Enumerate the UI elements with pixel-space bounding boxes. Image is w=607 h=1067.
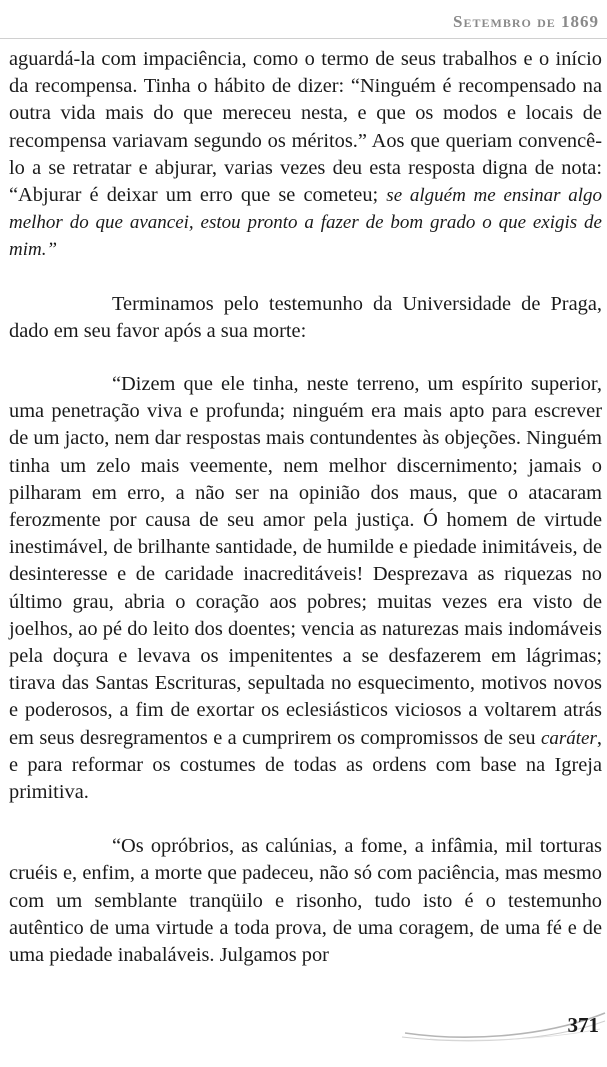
paragraph-3-text-after: , e para reformar os costumes de todas as ordens com base na Igreja primitiva. (9, 726, 602, 804)
paragraph-1-text: aguardá-la com impaciência, como o termo de seus trabalhos e o início da recompensa. Tinha o hábito de dizer: “Ninguém é recompensado na outra vida mais do que mereceu nesta, e que os modos e locais de recompensa variavam segundo os méritos.” Aos que queriam convencê-lo a se retratar e abjurar, varias vezes deu esta resposta digna de nota: “Abjurar é deixar um erro que se cometeu; (9, 48, 602, 207)
header-rule (0, 38, 607, 39)
paragraph-1 (9, 46, 602, 264)
running-header: Setembro de 1869 (453, 12, 599, 31)
paragraph-4 (9, 833, 602, 969)
paragraph-2 (9, 291, 602, 345)
page-number: 371 (567, 1013, 599, 1037)
paragraph-3-italic-word: caráter (540, 727, 597, 749)
page-footer (0, 997, 607, 1067)
paragraph-3 (9, 371, 602, 806)
paragraph-1-italic-quote: se alguém me ensinar algo melhor do que avancei, estou pronto a fazer de bom grado o que exigis de mim.” (9, 185, 602, 261)
paragraph-4-text: “Os opróbrios, as calúnias, a fome, a infâmia, mil torturas cruéis e, enfim, a morte que padeceu, não só com paciência, mas mesmo com um semblante tranqüilo e risonho, tudo isto é o testemunho autêntico de uma virtude a toda prova, de uma coragem, de uma fé e de uma piedade inabaláveis. Julgamos por (9, 835, 602, 967)
paragraph-2-text: Terminamos pelo testemunho da Universidade de Praga, dado em seu favor após a sua morte: (9, 292, 602, 342)
page-body (9, 46, 602, 969)
paragraph-3-text: “Dizem que ele tinha, neste terreno, um espírito superior, uma penetração viva e profunda; ninguém era mais apto para escrever de um jacto, nem dar respostas mais contundentes às objeções. Ninguém tinha um zelo mais veemente, nem melhor discernimento; jamais o pilharam em erro, a não ser na opinião dos maus, que o atacaram ferozmente por causa de seu amor pela justiça. Ó homem de virtude inestimável, de brilhante santidade, de humilde e piedade inimitáveis, de desinteresse e de caridade inacreditáveis! Desprezava as riquezas no último grau, abria o coração aos pobres; muitas vezes era visto de joelhos, ao pé do leito dos doentes; vencia as naturezas mais indomáveis pela doçura e levava os impenitentes a se desfazerem em lágrimas; tirava das Santas Escrituras, sepultada no esquecimento, motivos novos e poderosos, a fim de exortar os eclesiásticos viciosos a voltarem atrás em seus desregramentos e a cumprirem os compromissos de seu (9, 373, 602, 749)
